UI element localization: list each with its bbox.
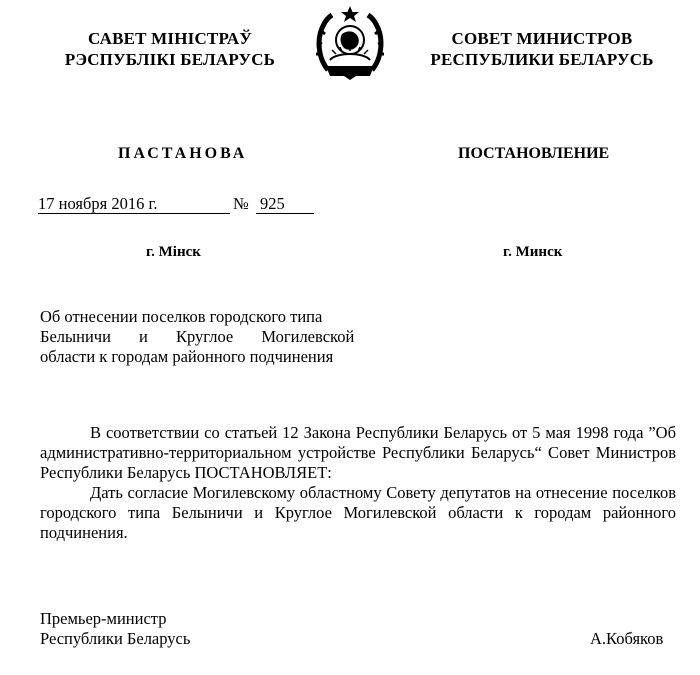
number-field <box>256 194 314 214</box>
subject-block <box>40 307 386 367</box>
header-left <box>40 28 300 70</box>
subject-line1: Об отнесении поселков городского типа <box>40 307 323 326</box>
date-value: 17 ноября 2016 г. <box>38 194 158 213</box>
date-field <box>38 194 230 214</box>
signature-title-line2: Республики Беларусь <box>40 629 191 648</box>
date-number-row <box>38 194 314 214</box>
body-paragraph-1: В соответствии со статьей 12 Закона Республики Беларусь от 5 мая 1998 года ”Об административно-территориальном устройстве Республики Беларусь“ Совет Министров Республики Беларусь ПОСТАНОВЛЯЕТ: <box>40 423 676 482</box>
city-right: г. Минск <box>503 244 563 260</box>
number-value: 925 <box>260 194 285 213</box>
body-text <box>40 423 676 543</box>
header-right <box>408 28 676 70</box>
belarus-coat-of-arms-icon <box>316 4 384 80</box>
header-right-line1: СОВЕТ МИНИСТРОВ <box>451 29 633 48</box>
number-sign: № <box>233 194 249 213</box>
subject-line2-row <box>40 327 386 347</box>
header-left-line1: САВЕТ МІНІСТРАЎ <box>87 29 253 48</box>
header-right-line2: РЕСПУБЛИКИ БЕЛАРУСЬ <box>430 50 654 69</box>
header-left-line2: РЭСПУБЛІКІ БЕЛАРУСЬ <box>64 50 276 69</box>
signature-title-line1: Премьер-министр <box>40 609 167 628</box>
subject-line2: Белыничи и Круглое Могилевской <box>40 327 355 346</box>
subject-line3: области к городам районного подчинения <box>40 347 334 366</box>
body-paragraph-2: Дать согласие Могилевскому областному Совету депутатов на отнесение поселков городского типа Белыничи и Круглое Могилевской области к городам районного подчинения. <box>40 483 676 542</box>
doc-type-right: ПОСТАНОВЛЕНИЕ <box>458 145 610 162</box>
signature-title <box>40 609 190 649</box>
signature-name: А.Кобяков <box>590 629 664 648</box>
city-left: г. Мінск <box>146 244 201 260</box>
doc-type-left: ПАСТАНОВА <box>118 145 248 162</box>
